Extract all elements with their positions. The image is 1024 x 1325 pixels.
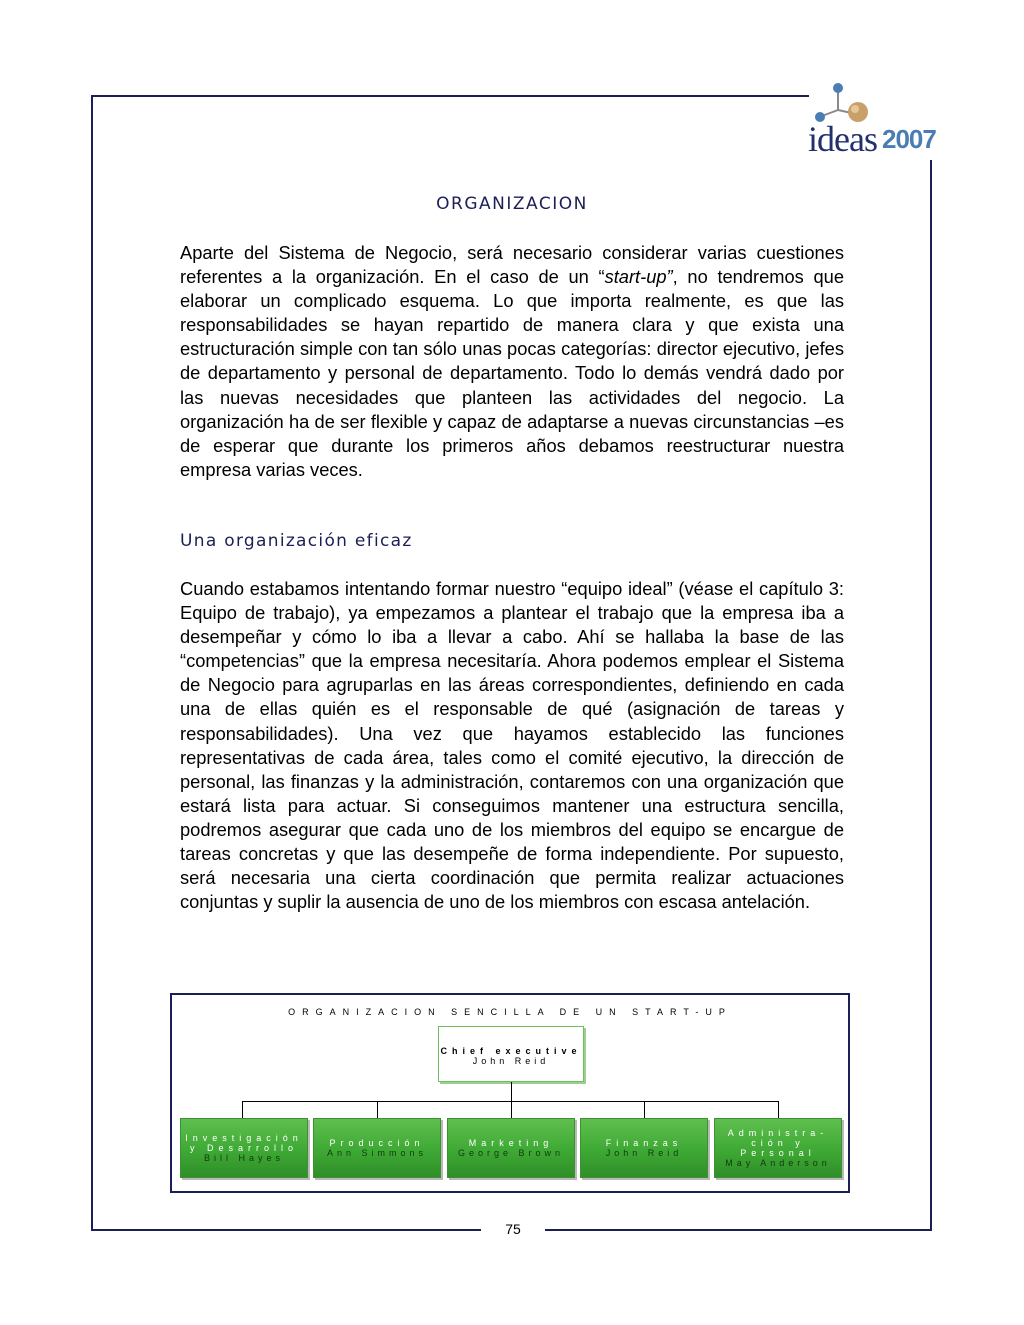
section-subtitle: Una organización eficaz <box>180 531 413 551</box>
connector-dept-2 <box>377 1101 378 1118</box>
org-chart-dept <box>447 1118 575 1178</box>
page-frame-bottom-right <box>545 1229 932 1231</box>
connector-vertical-main <box>511 1082 512 1101</box>
paragraph-1-italic: start-up” <box>604 266 673 288</box>
dept-role: Marketing <box>468 1138 554 1148</box>
dept-role: Administra-ción y Personal <box>727 1128 829 1158</box>
dept-name: Ann Simmons <box>326 1148 428 1158</box>
connector-dept-5 <box>778 1101 779 1118</box>
org-chart-head-role: Chief executive <box>440 1046 582 1056</box>
connector-dept-4 <box>644 1101 645 1118</box>
org-chart <box>170 993 850 1193</box>
body-paragraph-1 <box>180 241 844 482</box>
logo-wordmark: ideas <box>808 119 877 159</box>
dept-name: John Reid <box>605 1148 683 1158</box>
dept-role: Producción <box>329 1138 425 1148</box>
org-chart-dept <box>714 1118 842 1178</box>
page-frame-top <box>91 95 809 97</box>
dept-name: Bill Hayes <box>203 1153 284 1163</box>
page-frame-bottom-left <box>91 1229 481 1231</box>
dept-role: Investigación y Desarrollo <box>185 1133 303 1153</box>
org-chart-dept <box>580 1118 708 1178</box>
dept-name: George Brown <box>457 1148 565 1158</box>
paragraph-1-rest: , no tendremos que elaborar un complicado esquema. Lo que importa realmente, es que las responsabilidades se hayan repartido de manera clara y que exista una estructuración simple con tan sólo unas pocas categorías: director ejecutivo, jefes de departamento y personal de departamento. Todo lo demás vendrá dado por las nuevas necesidades que planteen las actividades del negocio. La organización ha de ser flexible y capaz de adaptarse a nuevas circunstancias –es de esperar que durante los primeros años debamos reestructurar nuestra empresa varias veces. <box>180 266 844 480</box>
connector-dept-1 <box>242 1101 243 1118</box>
dept-role: Finanzas <box>605 1138 683 1148</box>
page-title: ORGANIZACION <box>436 194 588 214</box>
paragraph-1-text: Aparte del Sistema de Negocio, será necesario considerar varias cuestiones referentes a la organización. En el caso de un “ <box>180 242 844 288</box>
logo-year: 2007 <box>882 124 936 154</box>
org-chart-dept <box>180 1118 308 1178</box>
body-paragraph-2: Cuando estabamos intentando formar nuestro “equipo ideal” (véase el capítulo 3: Equipo de trabajo), ya empezamos a plantear el trabajo que la empresa iba a desempeñar y cómo lo iba a llevar a cabo. Ahí se hallaba la base de las “competencias” que la empresa necesitaría. Ahora podemos emplear el Sistema de Negocio para agruparlas en las áreas correspondientes, definiendo en cada una de ellas quién es el responsable de qué (asignación de tareas y responsabilidades). Una vez que hayamos establecido las funciones representativas de cada área, tales como el comité ejecutivo, la dirección de personal, las finanzas y la administración, contaremos con una organización que estará lista para actuar. Si conseguimos mantener una estructura sencilla, podremos asegurar que cada uno de los miembros del equipo se encargue de tareas concretas y que las desempeñe de forma independiente. Por supuesto, será necesaria una cierta coordinación que permita realizar actuaciones conjuntas y suplir la ausencia de uno de los miembros con escasa antelación. <box>180 578 844 913</box>
page-number: 75 <box>505 1221 521 1237</box>
connector-dept-3 <box>511 1101 512 1118</box>
page-frame-right <box>930 160 932 1231</box>
org-chart-dept <box>313 1118 441 1178</box>
org-chart-head-name: John Reid <box>472 1056 550 1066</box>
page-frame-left <box>91 95 93 1231</box>
org-chart-title: ORGANIZACION SENCILLA DE UN START-UP <box>288 1007 732 1017</box>
org-chart-head <box>438 1026 584 1082</box>
dept-name: May Anderson <box>725 1158 831 1168</box>
